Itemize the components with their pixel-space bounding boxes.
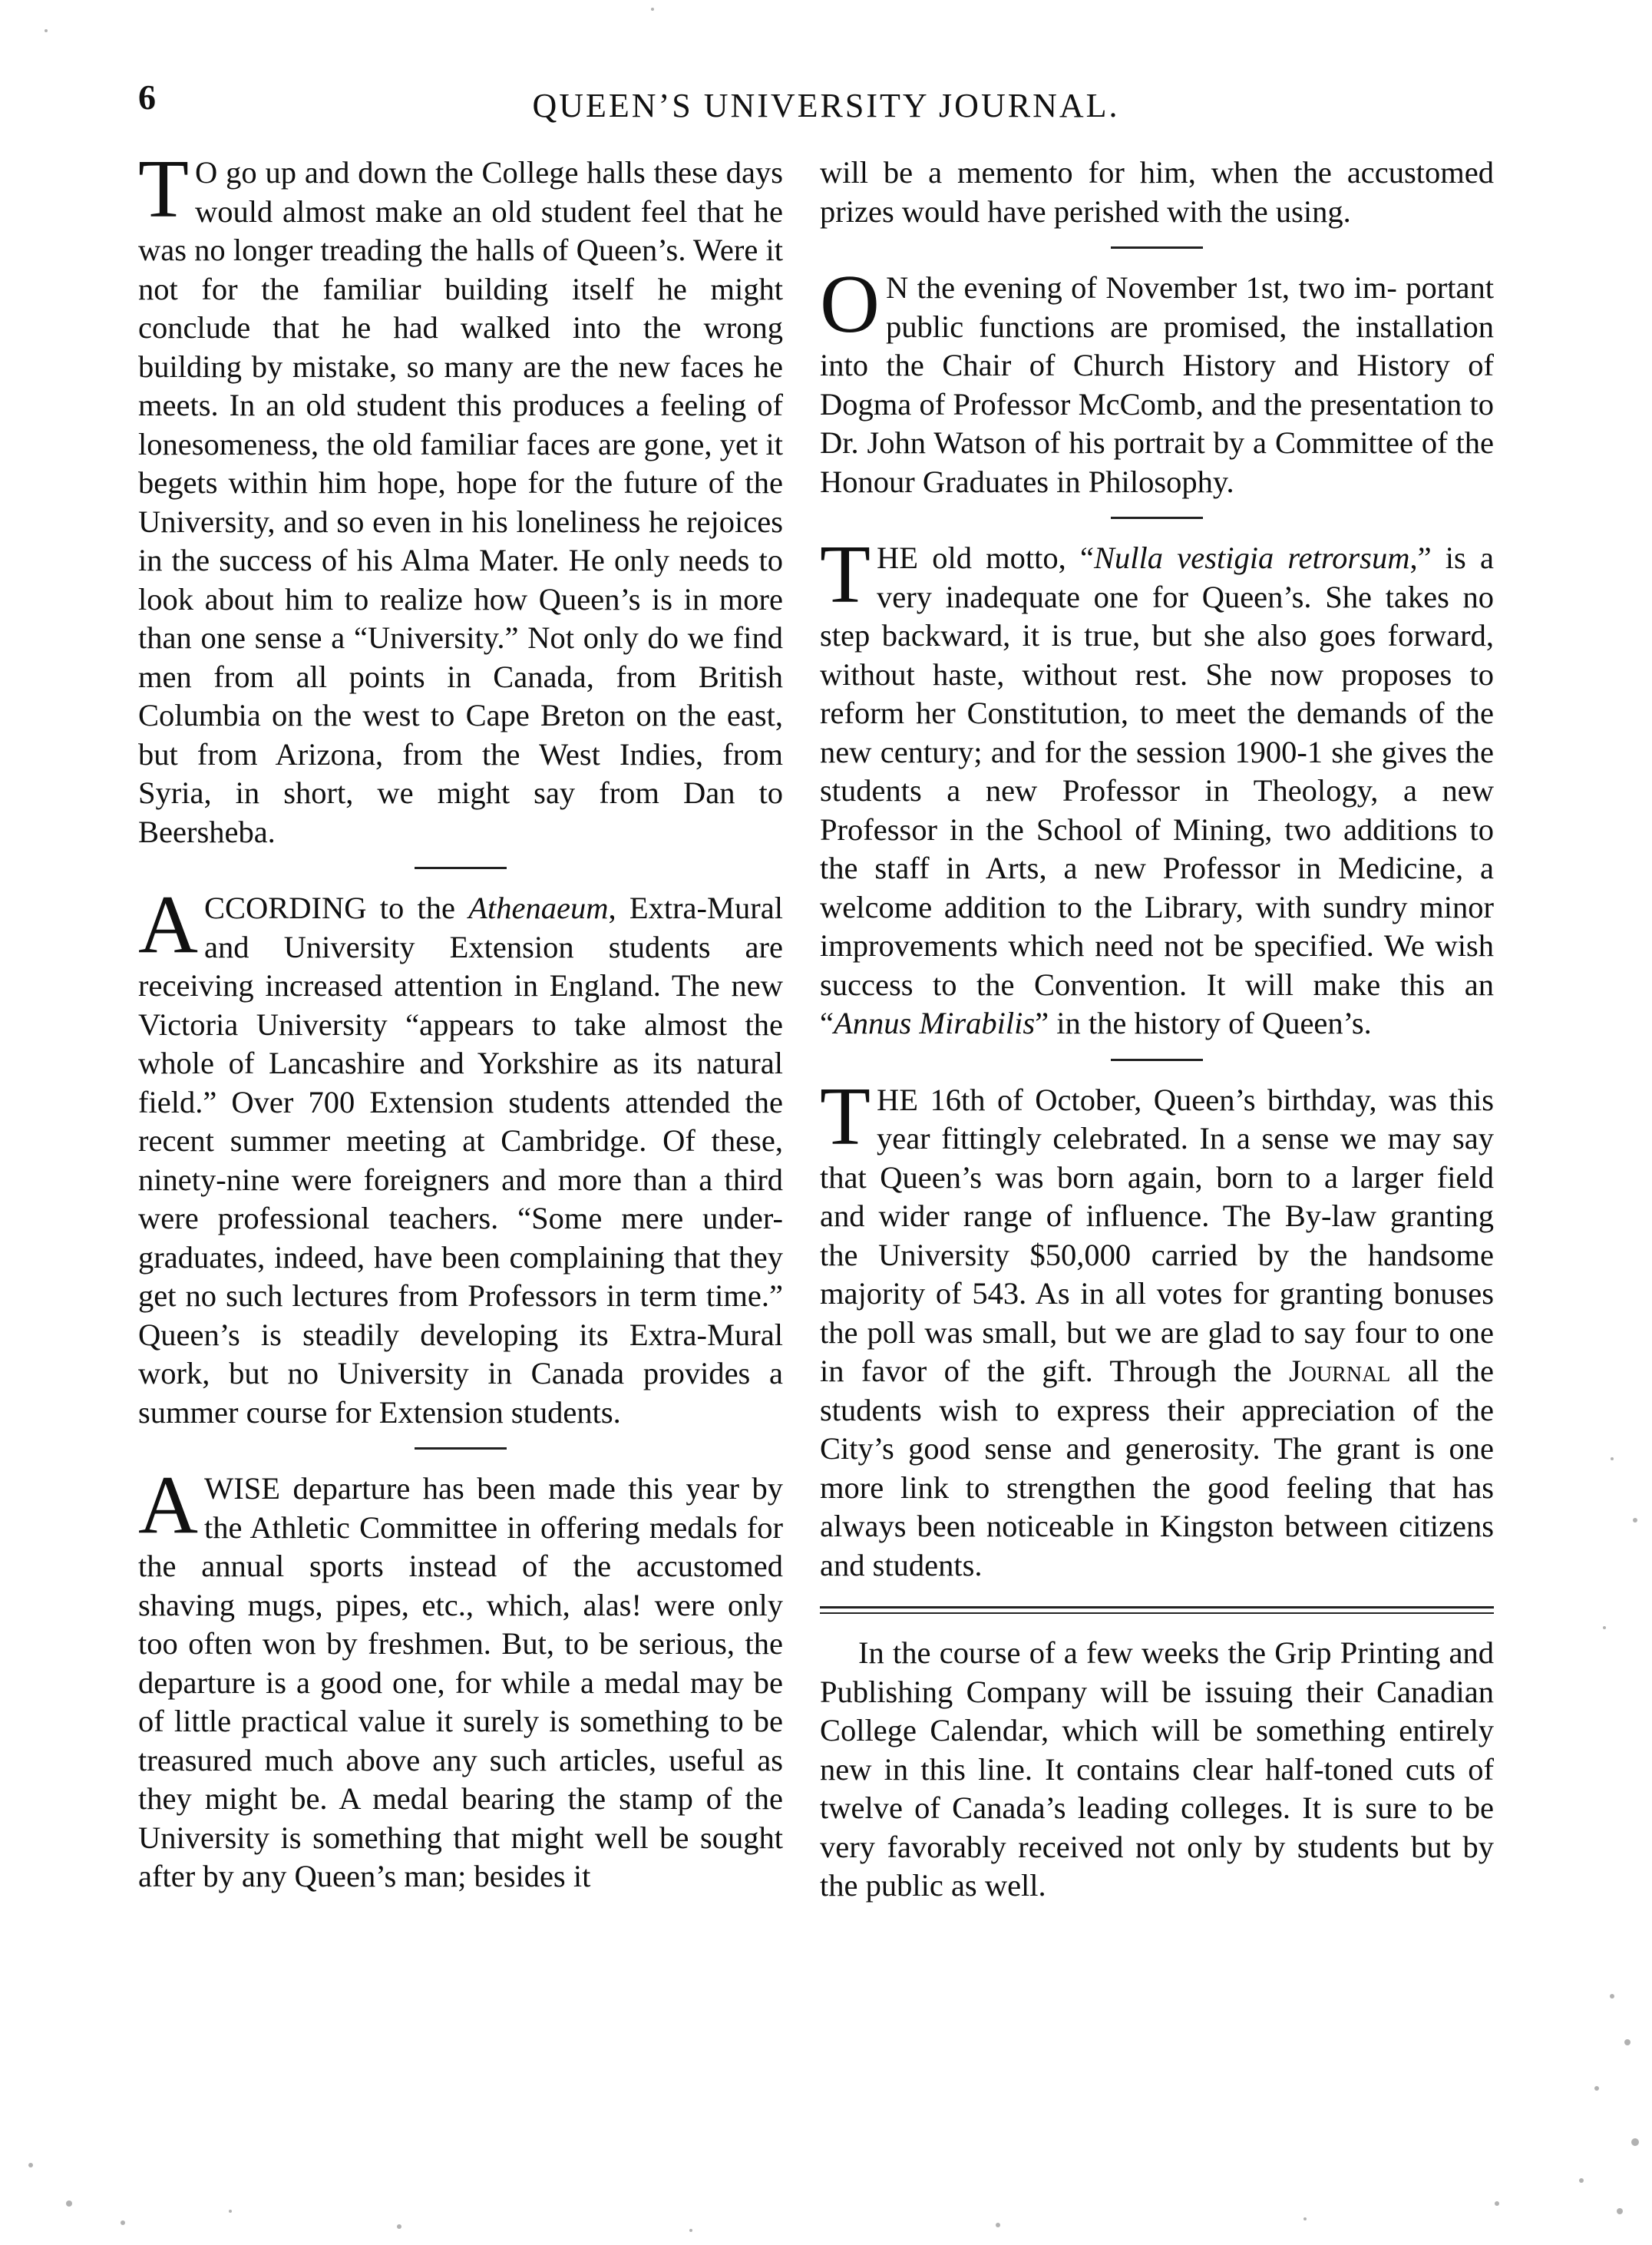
article-body: all the students wish to express their appreciation of the City’s good sense and generosity. The grant is one more link to strengthen the good feeling that has always been noticeable in Kingston between citizens and students. <box>820 1354 1494 1582</box>
drop-cap: T <box>820 529 871 620</box>
article-lead: HE 16th of October, Queen’s birthday, was <box>876 1082 1437 1117</box>
article-body: days would almost make an old student feel that he was no longer treading the halls of Queen’s. Were it not for the familiar building itself he might conclude that he had walked into the wrong building by mistake, so many are the new faces he meets. In an old student this produces a feeling of lonesomeness, the old familiar faces are gone, yet it begets within him hope, hope for the future of the University, and so even in his loneliness he rejoices in the success of his Alma Mater. He only needs to look about him to realize how Queen’s is in more than one sense a “University.” Not only do we find men from all points in Canada, from British Columbia on the west to Cape Breton on the east, but from Arizona, from the West Indies, from Syria, in short, we might say from Dan to Beersheba. <box>138 155 783 849</box>
article-queens-birthday <box>820 1070 1495 1585</box>
journal-title: QUEEN’S UNIVERSITY JOURNAL. <box>532 87 1120 124</box>
section-divider <box>415 867 507 869</box>
article-lead: N the evening of November 1st, two im- <box>886 270 1397 305</box>
article-college-calendar: In the course of a few weeks the Grip Printing and Publishing Company will be issuing their Canadian College Calendar, which will be something entirely new in this line. It contains clear half-toned cuts of twelve of Canada’s leading colleges. It is sure to be very favorably received not only by students but by the public as well. <box>820 1635 1494 1903</box>
drop-cap: T <box>820 1070 871 1162</box>
article-body: by the Athletic Committee in offering medals for the annual sports instead of the accustomed shaving mugs, pipes, etc., which, alas! were only too often won by freshmen. But, to be serious, the departure is a good one, for while a medal may be of little practical value it surely is something to be treasured much above any such articles, useful as they might be. A medal bearing the stamp of the University is something that might well be sought after by any Queen’s man; besides it <box>138 1471 783 1893</box>
article-lead: O go up and down the College halls these <box>194 155 718 190</box>
section-divider <box>1111 246 1203 249</box>
left-column <box>138 144 783 1896</box>
section-divider <box>415 1447 507 1450</box>
article-lead: HE old motto, “ <box>876 541 1094 575</box>
drop-cap: T <box>138 144 189 235</box>
page-number: 6 <box>138 78 156 117</box>
article-lead: WISE departure has been made this year <box>204 1471 740 1506</box>
article-body: ,” is a very inadequate one for Queen’s. She takes no step backward, it is true, but she also goes forward, without haste, without rest. She now proposes to reform her Constitution, to meet the demands of the new century; and for the session 1900-1 she gives the students a new Professor in Theology, a new Professor in the School of Mining, two additions to the staff in Arts, a new Professor in Medicine, a welcome addition to the Library, with sundry minor improvements which need not be specified. We wish success to the Convention. It will make this an “ <box>820 541 1494 1040</box>
article-body: ” in the history of Queen’s. <box>1035 1006 1372 1040</box>
article-body: this year fittingly celebrated. In a sense we may say that Queen’s was born again, born to a larger field and wider range of influence. The By-law granting the University $50,000 carried by the handsome majority of 543. As in all votes for granting bonuses the poll was small, but we are glad to say four to one in favor of the gift. Through the <box>820 1082 1495 1388</box>
article-italic: Athenaeum <box>468 891 609 925</box>
article-extension-students <box>138 879 783 1432</box>
article-athletic-medals-continued: will be a memento for him, when the accustomed prizes would have perished with the using. <box>820 155 1494 229</box>
article-lead: CCORDING to the <box>204 891 469 925</box>
drop-cap: A <box>138 879 198 970</box>
article-body: portant public functions are promised, the installation into the Chair of Church History and History of Dogma of Professor McComb, and the presentation to Dr. John Watson of his portrait by a Committee of the Honour Graduates in Philosophy. <box>820 270 1495 499</box>
article-italic: Nulla vestigia retrorsum <box>1094 541 1410 575</box>
article-november-functions <box>820 259 1495 501</box>
article-old-motto <box>820 529 1494 1043</box>
double-divider <box>820 1606 1494 1614</box>
drop-cap: O <box>820 259 880 350</box>
right-column <box>820 154 1494 1906</box>
article-college-halls <box>138 144 783 851</box>
article-body: , Extra-Mural and University Extension students are receiving increased attention in England. The new Victoria University “appears to take almost the whole of Lancashire and Yorkshire as its natural field.” Over 700 Extension students attended the recent summer meeting at Cambridge. Of these, ninety-nine were foreigners and more than a third were professional teachers. “Some mere under-graduates, indeed, have been complaining that they get no such lectures from Professors in term time.” Queen’s is steadily developing its Extra-Mural work, but no University in Canada provides a summer course for Extension students. <box>138 891 783 1430</box>
section-divider <box>1111 517 1203 519</box>
article-athletic-medals <box>138 1460 783 1896</box>
section-divider <box>1111 1059 1203 1061</box>
drop-cap: A <box>138 1460 198 1551</box>
article-italic: Annus Mirabilis <box>833 1006 1036 1040</box>
journal-word: Journal <box>1288 1354 1391 1388</box>
